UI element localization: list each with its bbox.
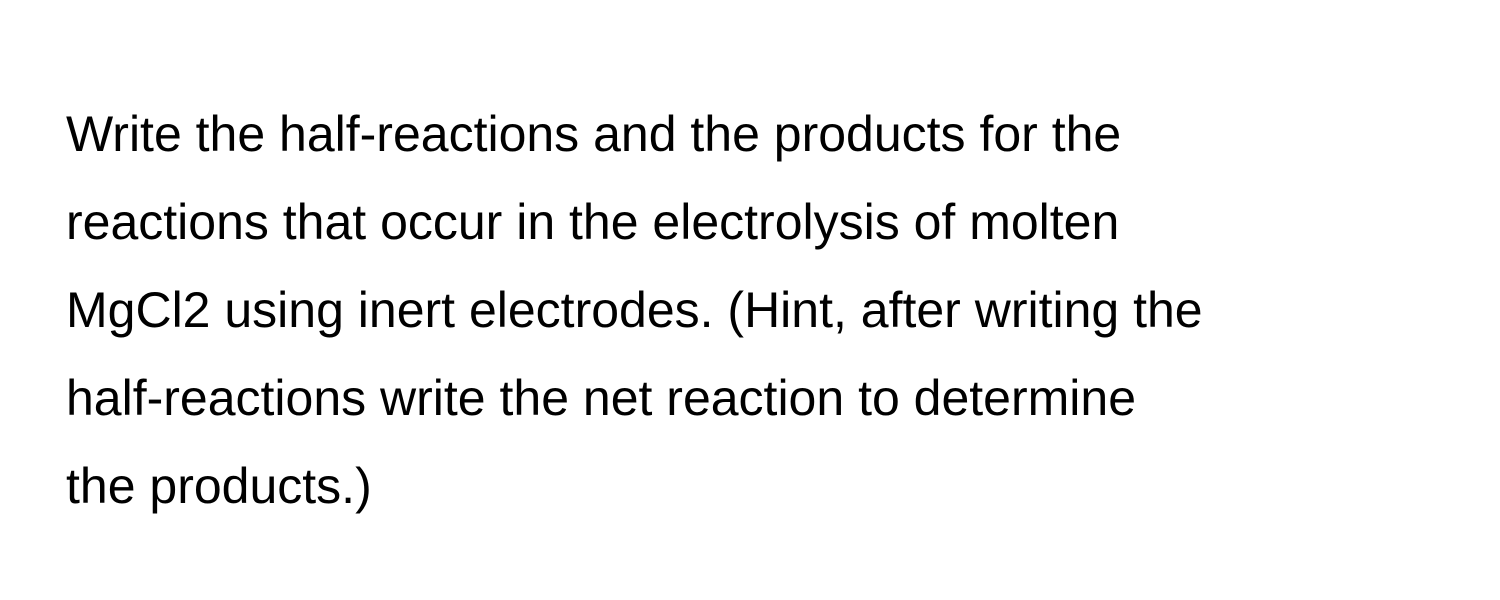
question-line-5: the products.): [66, 458, 372, 514]
question-line-2: reactions that occur in the electrolysis of molten: [66, 194, 1120, 250]
question-line-3: MgCl2 using inert electrodes. (Hint, after writing the: [66, 282, 1203, 338]
question-line-1: Write the half-reactions and the products for the: [66, 106, 1122, 162]
question-text: [66, 90, 1446, 530]
question-line-4: half-reactions write the net reaction to determine: [66, 370, 1136, 426]
